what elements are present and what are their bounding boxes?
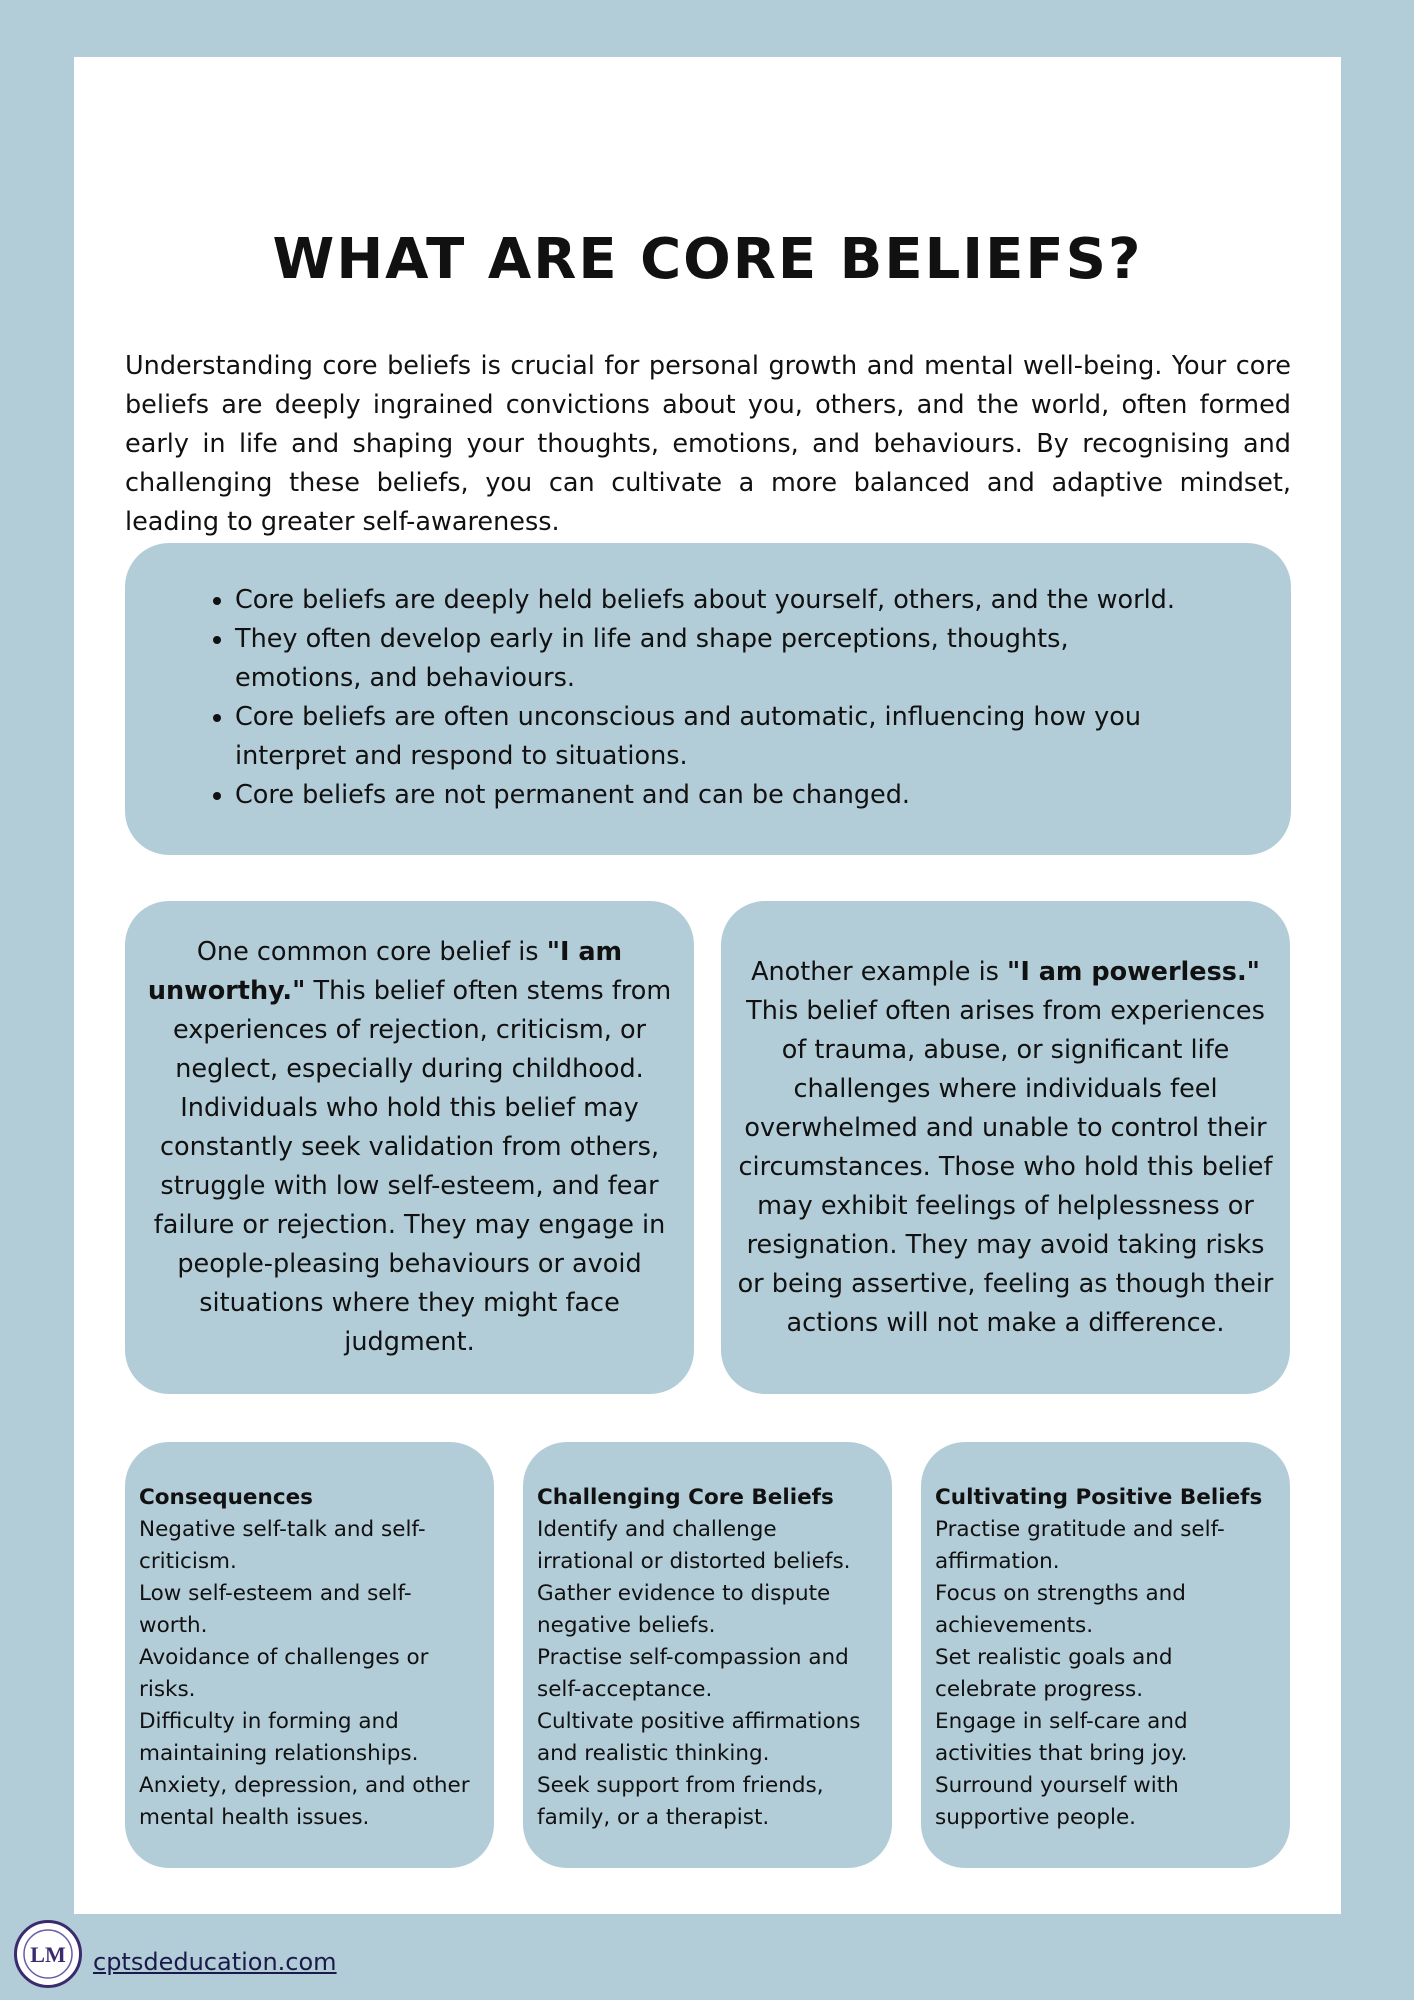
- consequences-item: Difficulty in forming and maintaining relationships.: [139, 1709, 419, 1766]
- key-points-list: [125, 581, 1195, 815]
- consequences-item: Anxiety, depression, and other mental health issues.: [139, 1773, 470, 1830]
- page-title: WHAT ARE CORE BELIEFS?: [272, 227, 1143, 292]
- challenging-item: Practise self-compassion and self-acceptance.: [537, 1645, 849, 1702]
- consequences-item: Avoidance of challenges or risks.: [139, 1645, 429, 1702]
- example-powerless-panel: [721, 901, 1290, 1394]
- key-point: • Core beliefs are not permanent and can be changed.: [235, 776, 1195, 815]
- cultivating-card: [921, 1442, 1290, 1868]
- example-powerless-quote: "I am powerless.": [1007, 956, 1260, 987]
- brand-logo-mark: [22, 1928, 74, 1980]
- brand-logo-icon: [14, 1920, 82, 1988]
- example-unworthy-lead: One common core belief is: [196, 937, 547, 967]
- cultivating-heading: Cultivating Positive Beliefs: [935, 1485, 1263, 1510]
- consequences-item: Negative self-talk and self-criticism.: [139, 1517, 426, 1574]
- example-powerless-lead: Another example is: [751, 956, 1008, 987]
- example-unworthy-body: This belief often stems from experiences of rejection, criticism, or neglect, especially during childhood. Individuals who hold this belief may constantly seek validation from others, struggle with low self-esteem, and fear failure or rejection. They may engage in people-pleasing behaviours or avoid situations where they might face judgment.: [153, 976, 672, 1357]
- example-unworthy-panel: [125, 901, 694, 1394]
- key-point: • Core beliefs are often unconscious and automatic, influencing how you interpret and respond to situations.: [235, 698, 1195, 776]
- page-sheet: [74, 57, 1341, 1914]
- example-powerless-body: This belief often arises from experiences of trauma, abuse, or significant life challenges where individuals feel overwhelmed and unable to control their circumstances. Those who hold this belief may exhibit feelings of helplessness or resignation. They may avoid taking risks or being assertive, feeling as though their actions will not make a difference.: [737, 995, 1274, 1338]
- challenging-heading: Challenging Core Beliefs: [537, 1485, 834, 1510]
- example-unworthy-text: [141, 933, 678, 1362]
- example-powerless-text: [737, 953, 1274, 1343]
- cultivating-item: Set realistic goals and celebrate progress.: [935, 1645, 1173, 1702]
- intro-paragraph: Understanding core beliefs is crucial for personal growth and mental well-being. Your core beliefs are deeply ingrained convictions about you, others, and the world, often formed early in life and shaping your thoughts, emotions, and behaviours. By recognising and challenging these beliefs, you can cultivate a more balanced and adaptive mindset, leading to greater self-awareness.: [125, 351, 1291, 537]
- cultivating-item: Practise gratitude and self-affirmation.: [935, 1517, 1225, 1574]
- cultivating-item: Surround yourself with supportive people.: [935, 1773, 1179, 1830]
- consequences-card: [125, 1442, 494, 1868]
- cultivating-item: Engage in self-care and activities that bring joy.: [935, 1709, 1188, 1766]
- website-link[interactable]: cptsdeducation.com: [93, 1948, 337, 1976]
- brand-logo-text: LM: [30, 1942, 66, 1967]
- key-point: • Core beliefs are deeply held beliefs about yourself, others, and the world.: [235, 581, 1195, 620]
- challenging-card: [523, 1442, 892, 1868]
- challenging-item: Identify and challenge irrational or distorted beliefs.: [537, 1517, 851, 1574]
- challenging-item: Cultivate positive affirmations and realistic thinking.: [537, 1709, 861, 1766]
- challenging-item: Seek support from friends, family, or a therapist.: [537, 1773, 824, 1830]
- key-point: • They often develop early in life and shape perceptions, thoughts, emotions, and behaviours.: [235, 620, 1195, 698]
- cultivating-item: Focus on strengths and achievements.: [935, 1581, 1186, 1638]
- key-points-panel: [125, 543, 1291, 855]
- challenging-item: Gather evidence to dispute negative beliefs.: [537, 1581, 831, 1638]
- example-unworthy-quote: "I am unworthy.": [147, 937, 623, 1006]
- consequences-item: Low self-esteem and self-worth.: [139, 1581, 412, 1638]
- consequences-heading: Consequences: [139, 1485, 313, 1510]
